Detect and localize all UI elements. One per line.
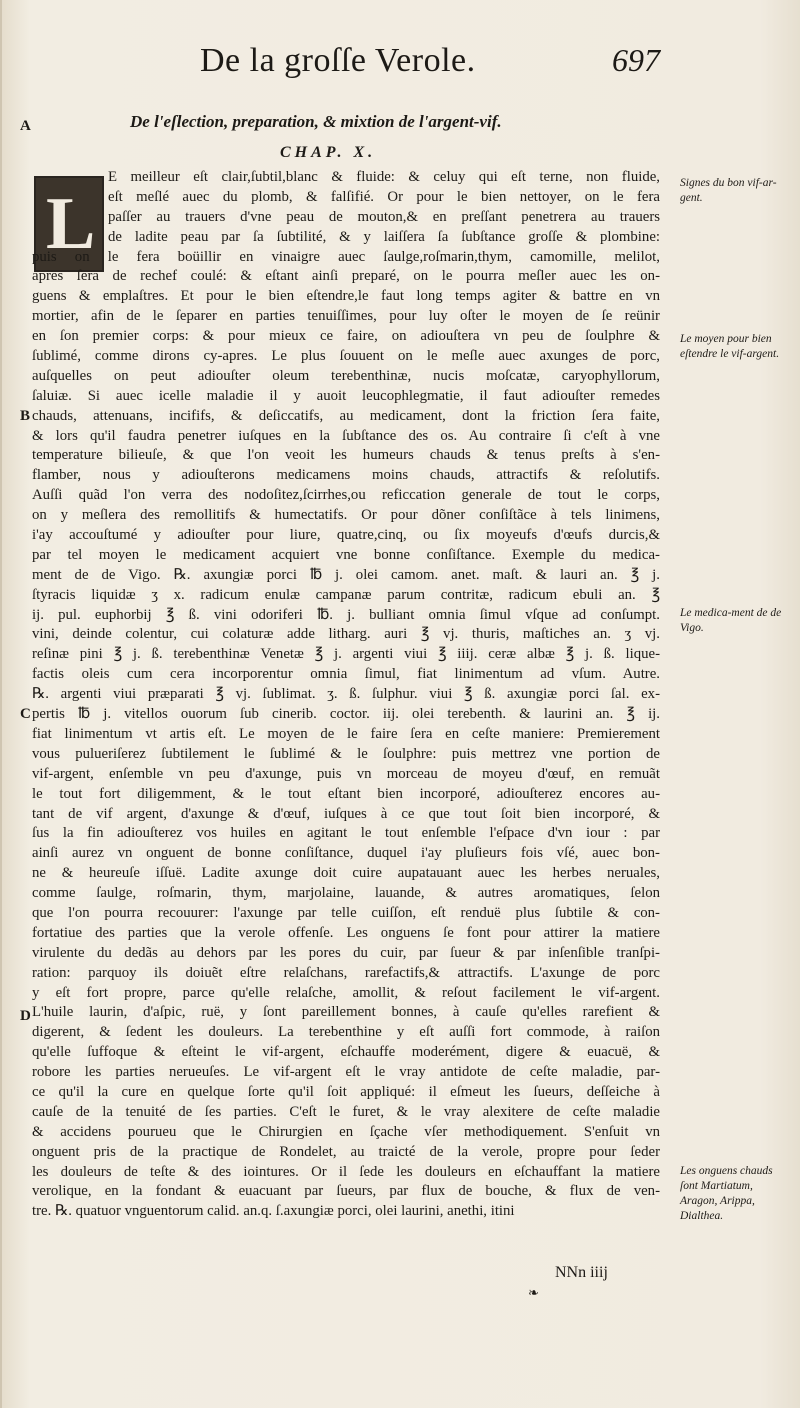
- text-line: vous pulueriſerez ſubtilement le ſublimé & le ſoulphre: puis mettrez vne portion de: [32, 745, 660, 762]
- text-line: comme ſaulge, roſmarin, thym, marjolaine, lauande, & autres aromatiques, ſelon: [32, 885, 660, 902]
- text-line: ſtyracis liquidæ ʒ x. radicum enulæ campanæ parum contritæ, radicum ebuli an. ℥: [32, 586, 660, 603]
- text-line: & accidens pourueu que le Chirurgien en ſçache vſer methodiquement. S'enſuit vn: [32, 1123, 660, 1140]
- text-line: tre. ℞. quatuor vnguentorum calid. an.q. ſ.axungiæ porci, olei laurini, anethi, itini: [32, 1203, 515, 1220]
- margin-letter: B: [20, 408, 31, 424]
- text-line: apres ſera de rechef coulé: & eſtant ainſi preparé, on le pourra meſler auec les on-: [32, 268, 660, 285]
- text-line: ſaluiæ. Si auec icelle maladie il y auoit leucophlegmatie, il faut adiouſter remedes: [32, 387, 660, 404]
- text-line: temperature bilieuſe, & que l'on veoit les humeurs chauds & tenus preſts à s'en-: [32, 447, 660, 464]
- text-line: ij. pul. euphorbij ℥ ß. vini odoriferi ℔. j. bulliant omnia ſimul vſque ad conſumpt.: [32, 606, 660, 623]
- text-line: fortatiue des parties que la verole offenſe. Les onguens ſe font pour attirer la matiere: [32, 924, 660, 941]
- text-line: i'ay accouſtumé y adiouſter pour liure, quatre,cinq, ou ſix moyeufs d'œufs durcis,&: [32, 527, 660, 544]
- text-line: le tout fort diligemment, & le tout eſtant bien incorporé, adiouſterez encores au-: [32, 785, 660, 802]
- text-line: eſt meſlé auec du plomb, & falſifié. Or pour le bien nettoyer, on le fera: [108, 188, 660, 205]
- text-line: factis oleis cum cera incorporentur omnia ſimul, fiat linimentum ad vſum. Autre.: [32, 666, 660, 683]
- text-line: chauds, attenuans, incififs, & deſiccatifs, au medicament, dont la friction ſera faite,: [32, 407, 660, 424]
- text-line: ne & heureuſe iſſuë. Ladite axunge doit cuire aupatauant auec les herbes neruales,: [32, 865, 660, 882]
- ornament-icon: ❧: [528, 1286, 539, 1301]
- chapter-heading: CHAP. X.: [280, 144, 377, 161]
- text-line: pertis ℔ j. vitellos ouorum ſub cinerib. coctor. iij. olei terebenth. & laurini an. ℥ ij.: [32, 706, 660, 723]
- text-line: puis on le fera boüillir en vinaigre auec ſaulge,roſmarin,thym, camomille, melilot,: [32, 248, 660, 265]
- margin-note: Le medica-ment de de Vigo.: [680, 607, 782, 634]
- text-line: on y meſlera des remollitifs & humectatifs. Or pour dõner conſiſtãce à tels linimens,: [32, 507, 660, 524]
- text-line: que l'on pourra recouurer: l'axunge par telle cuiſſon, eſt renduë plus ſubtile & con-: [32, 904, 660, 921]
- margin-note: Le moyen pour bien eſtendre le vif-argent.: [680, 333, 780, 360]
- text-line: & lors qu'il faudra penetrer iuſques en la ſubſtance des os. Au contraire ſi c'eſt à vne: [32, 427, 660, 444]
- margin-note: Signes du bon vif-ar-gent.: [680, 177, 777, 204]
- text-line: ſus la fin adiouſterez vos huiles en agitant le tout enſemble l'eſpace d'vn iour : par: [32, 825, 660, 842]
- text-line: ce qu'il la cure en quelque ſorte qu'il ſoit appliqué: il eſmeut les ſueurs, deſſeiche à: [32, 1083, 660, 1100]
- text-line: y eſt fort propre, parce qu'elle relaſche, amollit, & reſout facilement le vif-argent.: [32, 984, 660, 1001]
- initial-letter: L: [46, 183, 96, 265]
- margin-note: Les onguens chauds ſont Martiatum, Aragon, Arippa, Dialthea.: [680, 1165, 773, 1222]
- text-line: qu'elle ſuffoque & eſteint le vif-argent, eſchauffe moderément, digere & euacuë, &: [32, 1044, 660, 1061]
- text-line: cauſe de la tenuité de ſes parties. C'eſt le furet, & le vray alexitere de ceſte maladie: [32, 1103, 660, 1120]
- margin-letter: C: [20, 706, 31, 722]
- body-text: [32, 168, 660, 1222]
- text-line: ration: parquoy ils doiuẽt eſtre relaſchans, rarefactifs,& attractifs. L'axunge de porc: [32, 964, 660, 981]
- binding-shadow: [0, 0, 2, 1408]
- text-line: L'huile laurin, d'aſpic, ruë, y ſont pareillement bonnes, à cauſe qu'elles rarefient &: [32, 1004, 660, 1021]
- text-line: reſinæ pini ℥ j. ß. terebenthinæ Venetæ ℥ j. argenti viui ℥ iiij. ceræ albæ ℥ j. ß. lique-: [32, 646, 660, 663]
- text-line: digerent, & ſedent les douleurs. La terebenthine y eſt auſſi fort commode, à raiſon: [32, 1024, 660, 1041]
- text-line: virulente du dedãs au dehors par les pores du cuir, par ſueur & par inſenſible tranſpi-: [32, 944, 660, 961]
- text-line: E meilleur eſt clair,ſubtil,blanc & fluide: & celuy qui eſt terne, non fluide,: [108, 169, 660, 185]
- running-head: [200, 42, 660, 82]
- margin-letter: D: [20, 1008, 31, 1024]
- text-line: ment de de Vigo. ℞. axungiæ porci ℔ j. olei camom. anet. maſt. & lauri an. ℥ j.: [32, 566, 660, 583]
- text-line: paſſer au trauers d'vne peau de mouton,& en preſſant penetrera au trauers: [108, 208, 660, 225]
- text-line: guens & emplaſtres. Et pour le bien eſtendre,le faut long temps agiter & battre en vn: [32, 288, 660, 305]
- text-line: mortier, afin de le ſeparer en parties tenuiſſimes, pour luy oſter le moyen de ſe reünir: [32, 308, 660, 325]
- text-line: les douleurs de teſte & des iointures. Or il ſede les douleurs en eſchauffant la matiere: [32, 1163, 660, 1180]
- text-line: Auſſi quãd l'on verra des nodoſitez,ſcirrhes,ou reficcation generale de tout le corps,: [32, 487, 660, 504]
- text-line: flamber, nous y adiouſterons medicamens moins chauds, attractifs & reſolutifs.: [32, 467, 660, 484]
- text-line: tant de vif argent, d'axunge & d'œuf, iuſques à ce que tout ſoit bien incorporé, &: [32, 805, 660, 822]
- text-line: vini, deinde colentur, cui colaturæ adde litharg. auri ℥ vj. thuris, maſtiches an. ʒ vj.: [32, 626, 660, 643]
- page-number: 697: [612, 42, 660, 78]
- text-line: par tel moyen le medicament acquiert vne bonne conſiſtance. Exemple du medica-: [32, 546, 660, 563]
- running-head-title: De la groſſe Verole.: [200, 42, 476, 79]
- text-line: fiat linimentum vt artis eſt. Le moyen de le faire ſera en ceſte maniere: Premierement: [32, 725, 660, 742]
- text-line: verolique, en la fondant & euacuant par ſueurs, par flux de bouche, & flux de ven-: [32, 1183, 660, 1200]
- signature-mark: NNn iiij: [555, 1264, 608, 1281]
- section-title: De l'eſlection, preparation, & mixtion de l'argent-vif.: [130, 112, 502, 131]
- text-line: vif-argent, enſemble vn peu d'axunge, puis vn morceau de moyeu d'œuf, en remuãt: [32, 765, 660, 782]
- text-line: ℞. argenti viui præparati ℥ vj. ſublimat. ʒ. ß. ſulphur. viui ℥ ß. axungiæ porci ſal. ex-: [32, 686, 660, 703]
- text-line: en ſon premier corps: & pour mieux ce faire, on adiouſtera vn peu de ſoulphre &: [32, 328, 660, 345]
- text-line: auſquelles on peut adiouſter oleum terebenthinæ, nucis moſcatæ, caryophyllorum,: [32, 367, 660, 384]
- text-line: ainſi aurez vn onguent de bonne conſiſtance, duquel i'ay pluſieurs fois vſé, auec bon-: [32, 845, 660, 862]
- text-line: de ladite peau par ſa ſubtilité, & y laiſſera ſa ſubſtance groſſe & plombine:: [108, 228, 660, 245]
- text-line: robore les parties nerueuſes. Le vif-argent eſt le vray antidote de ceſte maladie, par-: [32, 1064, 660, 1081]
- text-line: onguent pris de la practique de Rondelet, au traicté de la verole, propre pour ſeder: [32, 1143, 660, 1160]
- margin-letter: A: [20, 118, 31, 134]
- text-line: ſublimé, comme dirons cy-apres. Le plus ſouuent on le meſle auec axunges de porc,: [32, 348, 660, 365]
